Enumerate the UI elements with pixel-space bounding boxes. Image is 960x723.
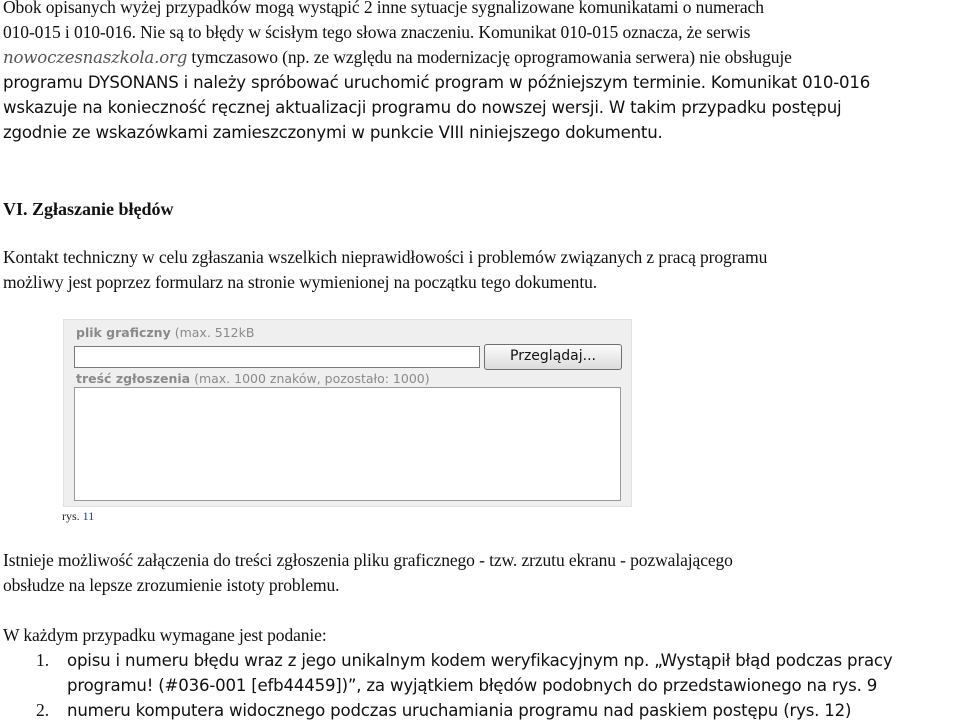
contact-line-2: możliwy jest poprzez formularz na stronie wymienionej na początku tego dokumentu. bbox=[3, 272, 598, 292]
attachment-paragraph bbox=[3, 548, 958, 598]
intro-line-3-rest: tymczasowo (np. ze względu na modernizację oprogramowania serwera) nie obsługuje bbox=[187, 47, 792, 67]
attachment-line-1: Istnieje możliwość załączenia do treści zgłoszenia pliku graficznego - tzw. zrzutu ekranu - pozwalającego bbox=[3, 550, 733, 570]
list-item-2-line-1: numeru komputera widocznego podczas uruchamiania programu nad paskiem postępu (rys. 12) bbox=[67, 701, 852, 720]
list-item-2-number: 2. bbox=[36, 700, 50, 720]
report-text-label: treść zgłoszenia (max. 1000 znaków, pozostało: 1000) bbox=[76, 371, 430, 386]
browse-button[interactable]: Przeglądaj... bbox=[484, 344, 622, 370]
intro-line-3 bbox=[3, 45, 958, 70]
section-heading: VI. Zgłaszanie błędów bbox=[3, 199, 174, 219]
upload-form-screenshot bbox=[63, 319, 632, 507]
attachment-line-2: obsłudze na lepsze zrozumienie istoty problemu. bbox=[3, 575, 340, 595]
intro-line-1: Obok opisanych wyżej przypadków mogą wystąpić 2 inne sytuacje sygnalizowane komunikatami o numerach bbox=[3, 0, 764, 17]
intro-line-4: programu DYSONANS i należy spróbować uruchomić program w późniejszym terminie. Komunikat 010-016 bbox=[3, 73, 871, 92]
requirements-intro: W każdym przypadku wymagane jest podanie: bbox=[3, 625, 327, 645]
contact-line-1: Kontakt techniczny w celu zgłaszania wszelkich nieprawidłowości i problemów związanych z pracą programu bbox=[3, 247, 768, 267]
list-item-1-line-2: programu! (#036-001 [efb44459])”, za wyjątkiem błędów podobnych do przedstawionego na rys. 9 bbox=[67, 676, 878, 695]
contact-paragraph bbox=[3, 245, 958, 295]
list-item-1-number: 1. bbox=[36, 650, 50, 670]
report-textarea[interactable] bbox=[74, 387, 621, 501]
file-path-input[interactable] bbox=[74, 346, 480, 368]
service-name: nowoczesnaszkola.org bbox=[3, 48, 188, 67]
figure-caption: rys. 11 bbox=[62, 509, 95, 523]
list-item-1-line-1: opisu i numeru błędu wraz z jego unikalnym kodem weryfikacyjnym np. „Wystąpił błąd podczas pracy bbox=[67, 651, 893, 670]
intro-line-2: 010-015 i 010-016. Nie są to błędy w ścisłym tego słowa znaczeniu. Komunikat 010-015 oznacza, że serwis bbox=[3, 22, 751, 42]
file-field-label: plik graficzny (max. 512kB bbox=[76, 325, 255, 340]
intro-line-6: zgodnie ze wskazówkami zamieszczonymi w punkcie VIII niniejszego dokumentu. bbox=[3, 123, 663, 142]
intro-paragraph bbox=[3, 0, 958, 145]
intro-line-5: wskazuje na konieczność ręcznej aktualizacji programu do nowszej wersji. W takim przypadku postępuj bbox=[3, 98, 842, 117]
